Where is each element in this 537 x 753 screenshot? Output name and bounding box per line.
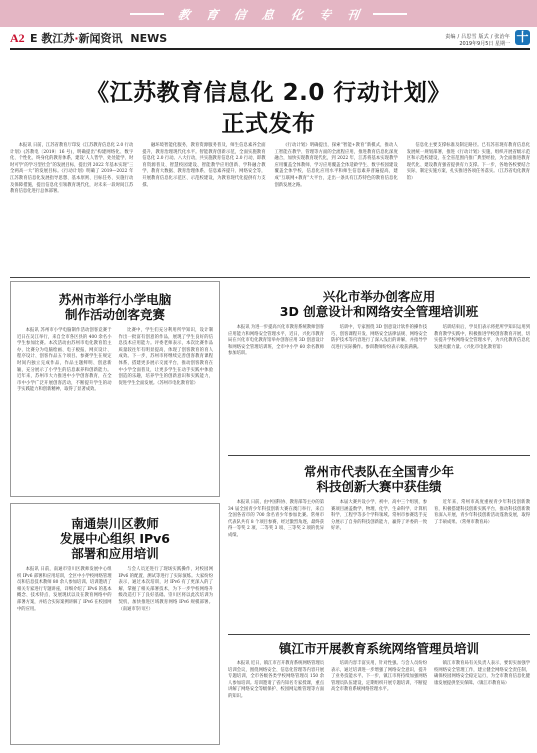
story-title: 兴化市举办创客应用 [322, 289, 436, 304]
story-body: 本报讯 日前，由中国科协、教育部等主办的第 34 届全国青少年科技创新大赛在澳门举行，来自全国各省市的 700 余名青少年参加比赛。常州市代表队共有 8 个项目参赛，经过激烈角逐，最终获得一等奖 2 项、二等奖 3 项、三等奖 2 项的优异成绩。 本届大赛共设小学、初中、高中三个组别，参赛项目涵盖数学、物理、化学、生命科学、计算机科学、工程学等多个学科领域。常州市参赛选手充分展示了自身的科技创新能力，赢得了评委的一致好评。 近年来，常州市高度重视青少年科技创新教育，积极搭建科技创新实践平台，推动科技创新教育深入开展，青少年科技创新活动蓬勃发展，取得了丰硕成果。（常州市教育局） [228, 500, 530, 538]
separator-dot: · [74, 32, 79, 45]
band-title [100, 4, 437, 24]
band-rule-right [373, 13, 407, 15]
story-title: 发展中心组织 IPv6 [59, 531, 170, 546]
band-rule-left [130, 13, 164, 15]
story-nantong [10, 503, 220, 745]
story-xinghua [228, 283, 530, 451]
band-char: 专 [317, 7, 332, 22]
band-char: 信 [233, 7, 248, 22]
story-title: 常州市代表队在全国青少年 [303, 464, 454, 479]
story-title: 制作活动创客竞赛 [64, 307, 165, 322]
story-body: 本报讯 近日，镇江市召开教育系统网络管理员培训会议，围绕网络安全、信息化管理等内容开展专题培训，全市各级各类学校网络管理员 150 余人参加培训。培训邀请了省内知名专家授课，重点讲解了网络安全等级保护、校园网运维管理等方面的知识。 培训内容丰富实用，针对性强。与会人员纷纷表示，通过培训进一步增强了网络安全意识，提升了业务技能水平。下一步，镇江市将持续加强网络管理员队伍建设，定期组织开展专题培训，不断提高全市教育系统网络管理水平。 镇江市教育局有关负责人表示，要切实加强学校网络安全管理工作，建立健全网络安全责任制，确保校园网络安全稳定运行，为全市教育信息化健康发展提供坚实保障。（镇江市教育局） [228, 661, 530, 699]
section-english: NEWS [130, 32, 168, 45]
story-title: 科技创新大赛中获佳绩 [316, 479, 442, 494]
story-title: 部署和应用培训 [71, 546, 159, 561]
lead-column: 《行动计划》明确提出，探索“智能+教育”新模式，推动人工智能在教学、管理等方面的全流程应用，推进教育信息化深度融合，加快实现教育现代化，到 2022 年，江苏将基本实现教学应用覆盖全体教师、学习应用覆盖全体适龄学生、数字校园建设覆盖全体学校，信息化应用水平和师生信息素养普遍提高，建成“互联网+教育”大平台，走出一条具有江苏特色的教育信息化创新发展之路。 [274, 143, 398, 188]
story-title: 南通崇川区教师 [71, 516, 159, 531]
story-title: 苏州市举行小学电脑 [58, 292, 172, 307]
band-char: 育 [205, 7, 220, 22]
lead-column: 信息化主要支撑标准及制定路径。已有苏省现有教育信息化发展统一规划部署，推进《行动计划》实施，组织开展省级示范区和示范校建设，在全省范围内推广典型经验，为全面推进教育现代化、建设教育强省提供有力支撑。下一步，各地各校要结合实际，制定实施方案，扎实推进各项任务落实。（江苏省电化教育馆） [406, 143, 530, 181]
lead-bottom-rule [10, 277, 530, 278]
section-rule [228, 634, 530, 635]
band-char: 教 [177, 7, 192, 22]
section-title: 新闻资讯 [78, 32, 123, 45]
paper-logo-icon: 十 [516, 30, 529, 44]
band-char: 化 [289, 7, 304, 22]
lead-column: 融环境智能化服务，教育资源服务普及，师生信息素养全面提升，教育治理现代化水平。智能教育创新示范，全面实施教育信息化 2.0 行动。八大行动，共实施教育信息化 2.0 行动，即教育资源普及、智慧校园建设、智能教学应用创新、学科融合教学、教育大数据、教育治理体系、信息素养提升、网络安全等，开展教育信息化示范区、示范校建设，为教育现代化提供有力支撑。 [142, 143, 266, 188]
section-rule [228, 455, 530, 456]
issue-date: 2019年9月5日 星期一 [459, 41, 510, 47]
section-name [30, 30, 167, 46]
story-title: 镇江市开展教育系统网络管理员培训 [278, 641, 479, 656]
editors-line: 责编 / 吕思雪 版式 / 张治年 [445, 34, 510, 40]
band-char: 息 [261, 7, 276, 22]
story-zhenjiang [228, 638, 530, 748]
story-body: 本报讯 苏州市小学电脑制作活动创客竞赛于近日在吴江举行，来自全市各区县的 400 余名小学生参加比赛。本次活动由苏州市电化教育馆主办，比赛分为电脑绘画、电子板报、网页设计、程序设计、创客作品五个项目。参赛学生在规定时间内独立完成作品，作品主题鲜明、创意新颖，充分展示了小学生的信息素养和创新能力。近年来，苏州市大力推进中小学创客教育，在全市中小学广泛开展创客活动，不断提升学生的动手实践能力和创新精神，取得了显著成效。 比赛中，学生们充分利用所学知识，设计制作出一批富有创意的作品，展现了学生良好的信息技术应用能力。评委老师表示，本次比赛作品质量较往年有明显提高，体现了创客教育的育人成效。下一步，苏州市将继续完善创客教育课程体系，搭建更多展示交流平台，推动创客教育在中小学全面普及，让更多学生在动手实践中体验创造的乐趣，培养学生的创新意识和实践能力，促进学生全面发展。（苏州市电化教育馆） [17, 328, 213, 393]
story-changzhou [228, 460, 530, 630]
story-suzhou [10, 281, 220, 497]
story-body: 本报讯 日前，南通市崇川区教师发展中心组织 IPv6 部署和应用培训，全区中小学校网络管理员和信息技术教师 80 余人参加培训。培训邀请了相关专家进行专题讲座，详细介绍了 IPv6 的基本概念、技术特点、发展现状以及在教育网络中的部署方案，并结合实际案例讲解了 IPv6 在校园网中的应用。 与会人员还进行了现场实践操作，对校园网 IPv6 的配置、测试等进行了实际演练。大家纷纷表示，通过本次培训，对 IPv6 有了更深入的了解，掌握了相关部署技术，为下一步学校网络升级改造打下了良好基础。崇川区将以此次培训为契机，加快推进区域教育网络 IPv6 规模部署。（南通市崇川区） [17, 567, 213, 612]
paper-name: E 教江苏 [30, 32, 75, 45]
lead-headline-line2: 正式发布 [221, 111, 316, 137]
lead-body [10, 143, 530, 271]
lead-headline-line1: 《江苏教育信息化 2.0 行动计划》 [86, 80, 451, 106]
story-title: 3D 创意设计和网络安全管理培训班 [279, 304, 479, 319]
masthead-band [0, 0, 537, 27]
story-body: 本报讯 为进一步提高兴化市教育系统教师创客应用能力和网络安全管理水平，近日，兴化市教育局在兴化市电化教育馆举办创客应用 3D 创意设计和网络安全管理培训班，全市中小学 60 余名教师参加培训。 培训中，专家围绕 3D 创意设计软件的操作技巧、创客课程开发、网络安全法律法规、网络安全防护技术等内容进行了深入浅出的讲解，并指导学员进行实际操作。参训教师纷纷表示收获满满。 培训结束后，学员们表示将把所学知识运用到教育教学实践中，积极推进学校创客教育开展，切实提升学校网络安全管理水平，为兴化教育信息化发展贡献力量。（兴化市电化教育馆） [228, 325, 530, 357]
lead-column: 本报讯 日前，江苏省教育厅印发《江苏教育信息化 2.0 行动计划》(苏教电〔2019〕16 号)，明确提出“构建网络化、数字化、个性化、终身化的教育体系，建设‘人人皆学、处处能学、时时可学’的学习型社会”的发展目标，提出到 2022 年基本实现“三全两高一大”的发展目标。《行动计划》明确了 2019—2022 年江苏教育信息化发展指导思想、基本原则、目标任务、实施行动及保障措施，提出信息化引领教育现代化，对未来一段时间江苏教育信息化进行总体部署。 [10, 143, 134, 195]
header-rule [10, 48, 530, 50]
page-number: A2 [10, 31, 25, 45]
band-char: 刊 [345, 7, 360, 22]
page-header [10, 30, 530, 46]
